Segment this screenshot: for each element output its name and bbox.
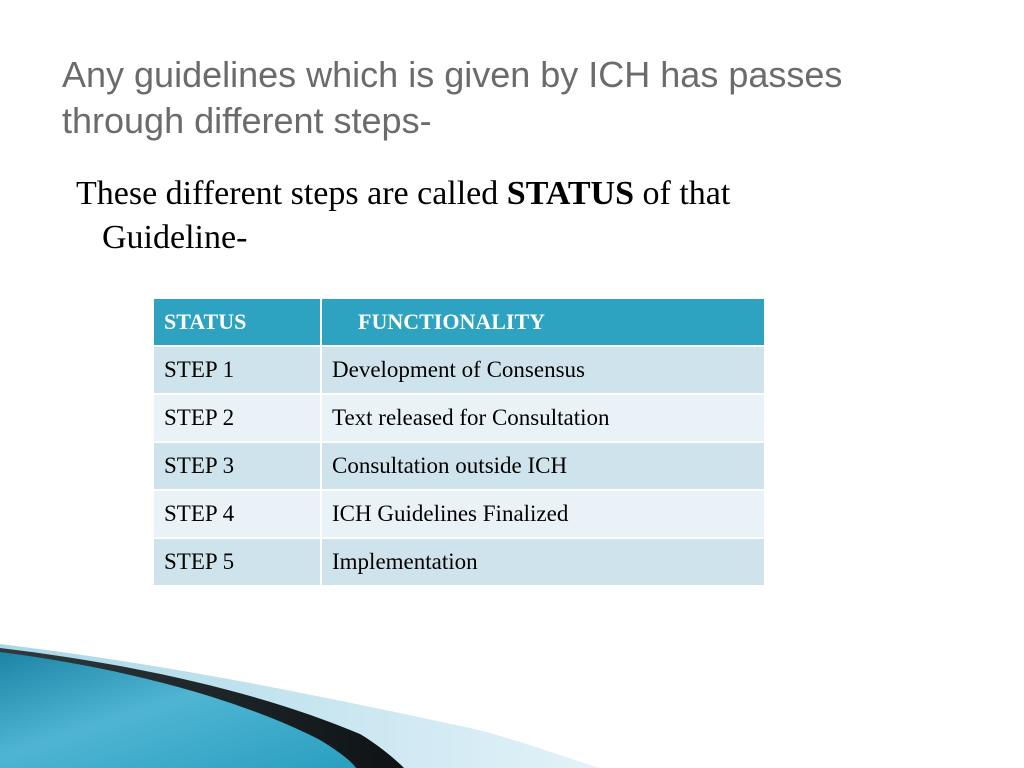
table-row xyxy=(153,490,765,538)
table-header-row xyxy=(153,298,765,346)
cell-step: STEP 3 xyxy=(153,442,321,490)
body-line-1 xyxy=(76,172,956,216)
cell-step: STEP 4 xyxy=(153,490,321,538)
cell-functionality: Text released for Consultation xyxy=(321,394,765,442)
cell-step: STEP 2 xyxy=(153,394,321,442)
table-row xyxy=(153,346,765,394)
body-line-2: Guideline- xyxy=(102,219,248,256)
header-status: STATUS xyxy=(153,298,321,346)
title-line-2: through different steps- xyxy=(62,100,432,141)
body-text-after: of that xyxy=(634,175,731,212)
table-row xyxy=(153,394,765,442)
slide-title xyxy=(62,52,962,144)
cell-functionality: ICH Guidelines Finalized xyxy=(321,490,765,538)
cell-functionality: Implementation xyxy=(321,538,765,586)
table-row xyxy=(153,442,765,490)
body-text-before: These different steps are called xyxy=(76,175,507,212)
cell-functionality: Consultation outside ICH xyxy=(321,442,765,490)
decorative-wave xyxy=(0,600,1024,768)
body-text xyxy=(76,172,956,260)
header-functionality: FUNCTIONALITY xyxy=(321,298,765,346)
table-row xyxy=(153,538,765,586)
cell-functionality: Development of Consensus xyxy=(321,346,765,394)
title-line-1: Any guidelines which is given by ICH has passes xyxy=(62,54,843,95)
status-table xyxy=(152,297,766,587)
cell-step: STEP 1 xyxy=(153,346,321,394)
cell-step: STEP 5 xyxy=(153,538,321,586)
status-keyword: STATUS xyxy=(506,175,635,212)
